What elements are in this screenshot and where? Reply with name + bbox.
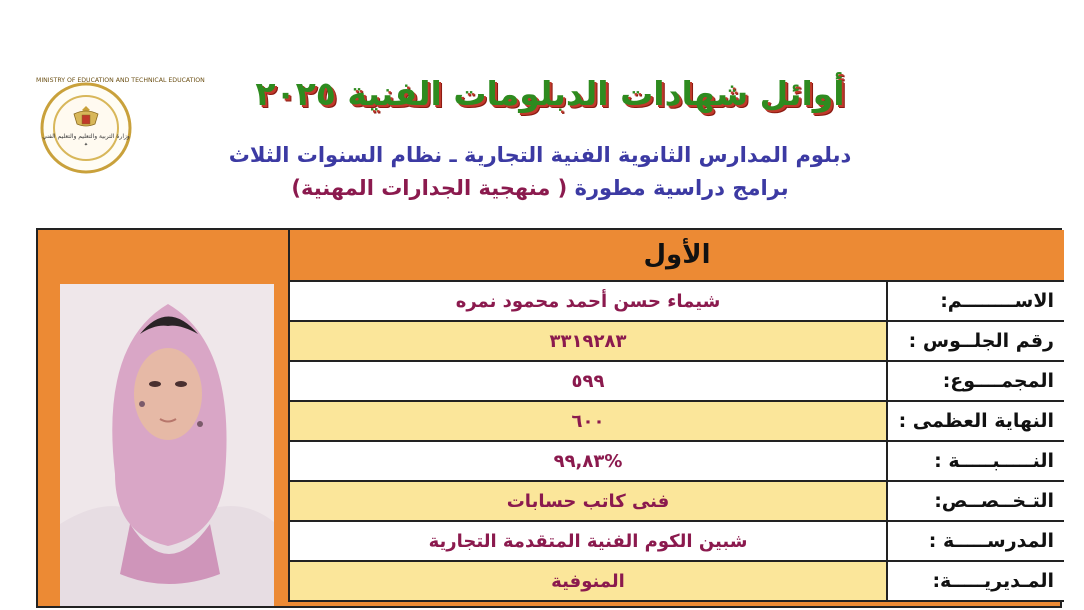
diploma-subtitle: دبلوم المدارس الثانوية الفنية التجارية ـ نظام السنوات الثلاث: [228, 143, 852, 167]
table-row: [290, 562, 1064, 602]
rank-title: الأول: [290, 230, 1064, 282]
student-photo: [60, 284, 274, 606]
seat-number-label: رقم الجلــوس :: [888, 322, 1064, 360]
total-score-value: ٥٩٩: [290, 362, 888, 400]
max-score-label: النهاية العظمى :: [888, 402, 1064, 440]
ministry-logo: [36, 77, 205, 174]
table-row: [290, 362, 1064, 402]
logo-center-text: وزارة التربية والتعليم والتعليم الفني: [42, 133, 130, 140]
student-name-label: الاســــــــم:: [888, 282, 1064, 320]
result-table: [288, 230, 1064, 602]
specialization-label: التـخــصــص:: [888, 482, 1064, 520]
percentage-value: %٩٩,٨٣: [290, 442, 888, 480]
table-row: [290, 282, 1064, 322]
program-subtitle-part1: برامج دراسية مطورة: [574, 176, 789, 200]
table-row: [290, 522, 1064, 562]
school-value: شبين الكوم الفنية المتقدمة التجارية: [290, 522, 888, 560]
program-subtitle: [150, 176, 930, 200]
table-row: [290, 322, 1064, 362]
svg-text:✦: ✦: [83, 142, 89, 148]
page-title: أوائل شهادات الدبلومات الفنية ٢٠٢٥: [255, 74, 845, 113]
result-card: [36, 228, 1062, 608]
logo-ring-text: MINISTRY OF EDUCATION AND TECHNICAL EDUCATION: [36, 77, 205, 84]
percentage-label: النـــــبـــــة :: [888, 442, 1064, 480]
directorate-value: المنوفية: [290, 562, 888, 600]
seat-number-value: ٣٣١٩٢٨٣: [290, 322, 888, 360]
table-row: [290, 482, 1064, 522]
student-name-value: شيماء حسن أحمد محمود نمره: [290, 282, 888, 320]
school-label: المدرســـــة :: [888, 522, 1064, 560]
program-subtitle-part2: ( منهجية الجدارات المهنية): [291, 176, 568, 200]
directorate-label: المـديريـــــة:: [888, 562, 1064, 600]
total-score-label: المجمــــوع:: [888, 362, 1064, 400]
table-row: [290, 442, 1064, 482]
max-score-value: ٦٠٠: [290, 402, 888, 440]
specialization-value: فنى كاتب حسابات: [290, 482, 888, 520]
table-row: [290, 402, 1064, 442]
